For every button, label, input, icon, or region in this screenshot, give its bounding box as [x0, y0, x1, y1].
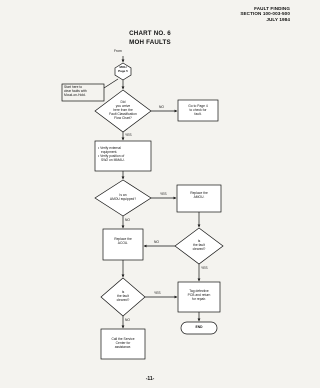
decision-2-yes-label: YES	[160, 192, 167, 196]
call-box-line-3: assistance.	[114, 344, 132, 349]
replace-amou-line-1: Replace the	[190, 191, 208, 195]
goto-box-line-2: to check for	[189, 107, 207, 112]
decision-2-no-label: NO	[125, 218, 130, 222]
verify-box	[98, 147, 150, 163]
replace-acou-box	[103, 238, 143, 246]
decision-1-no-label: NO	[159, 105, 164, 109]
decision-3	[183, 240, 215, 252]
replace-amou-box	[177, 192, 221, 200]
call-box-line-2: Center for	[115, 340, 131, 345]
decision-3-line-2: the fault	[193, 242, 205, 247]
decision-4	[107, 291, 139, 303]
decision-1	[99, 101, 147, 121]
tag-box-line-3: for repair.	[192, 296, 206, 301]
from-label: From	[114, 49, 122, 53]
replace-acou-line-1: Replace the	[114, 237, 132, 241]
verify-box-line-1: • Verify external	[98, 146, 121, 150]
chart-title: CHART NO. 6	[129, 30, 171, 37]
chart-subtitle: MOH FAULTS	[129, 39, 171, 46]
verify-box-line-2: equipment.	[101, 149, 118, 154]
decision-4-line-1: Is	[121, 290, 125, 294]
tag-box-line-1: Tag defective	[189, 289, 209, 293]
verify-box-line-3: • Verify position of	[98, 153, 125, 158]
start-note	[64, 86, 104, 98]
decision-4-no-label: NO	[125, 318, 130, 322]
start-connector-line-2: Page 5	[118, 68, 128, 73]
verify-box-line-4: SW2 on MMAU.	[101, 157, 125, 162]
start-note-line-1: Start here to	[64, 85, 83, 89]
start-connector-line-1: MOH	[119, 65, 127, 69]
start-connector	[115, 66, 131, 73]
call-box	[101, 338, 145, 350]
tag-box	[178, 290, 220, 302]
header-line-2: SECTION 100-003-500	[240, 11, 290, 17]
page-number: -11-	[145, 376, 155, 382]
decision-3-no-label: NO	[154, 240, 159, 244]
replace-acou-line-2: ACOU.	[117, 240, 129, 245]
decision-4-line-3: cleared?	[116, 297, 130, 302]
decision-1-line-3: here from the	[113, 107, 133, 112]
header-line-3: JULY 1984	[266, 16, 290, 22]
decision-4-line-2: the fault	[117, 293, 129, 298]
replace-amou-line-2: AMOU.	[193, 194, 205, 199]
decision-3-line-3: cleared?	[192, 246, 206, 251]
decision-1-line-2: you arrive	[115, 103, 131, 108]
goto-box-line-1: Go to Page 4	[188, 104, 208, 108]
decision-3-line-1: Is	[197, 239, 201, 243]
decision-2	[103, 194, 143, 202]
decision-1-line-5: Flow Chart?	[114, 115, 132, 120]
decision-1-line-4: Fault Classification	[109, 111, 137, 116]
decision-1-yes-label: YES	[125, 133, 132, 137]
start-note-line-2: clear faults with	[64, 88, 87, 93]
decision-1-line-1: Did	[120, 100, 126, 104]
start-note-line-3: Moud-on-Hold.	[64, 92, 86, 97]
decision-2-line-2: AMOU equipped?	[109, 196, 137, 201]
tag-box-line-2: PCB and return	[187, 292, 211, 297]
decision-2-line-1: Is an	[119, 193, 127, 197]
decision-3-yes-label: YES	[201, 266, 208, 270]
goto-box	[178, 105, 218, 117]
end-terminator-label: END	[195, 325, 203, 329]
call-box-line-1: Call the Service	[111, 337, 135, 341]
decision-4-yes-label: YES	[154, 291, 161, 295]
header-line-1: FAULT FINDING	[254, 6, 290, 11]
goto-box-line-3: fault.	[194, 111, 202, 116]
